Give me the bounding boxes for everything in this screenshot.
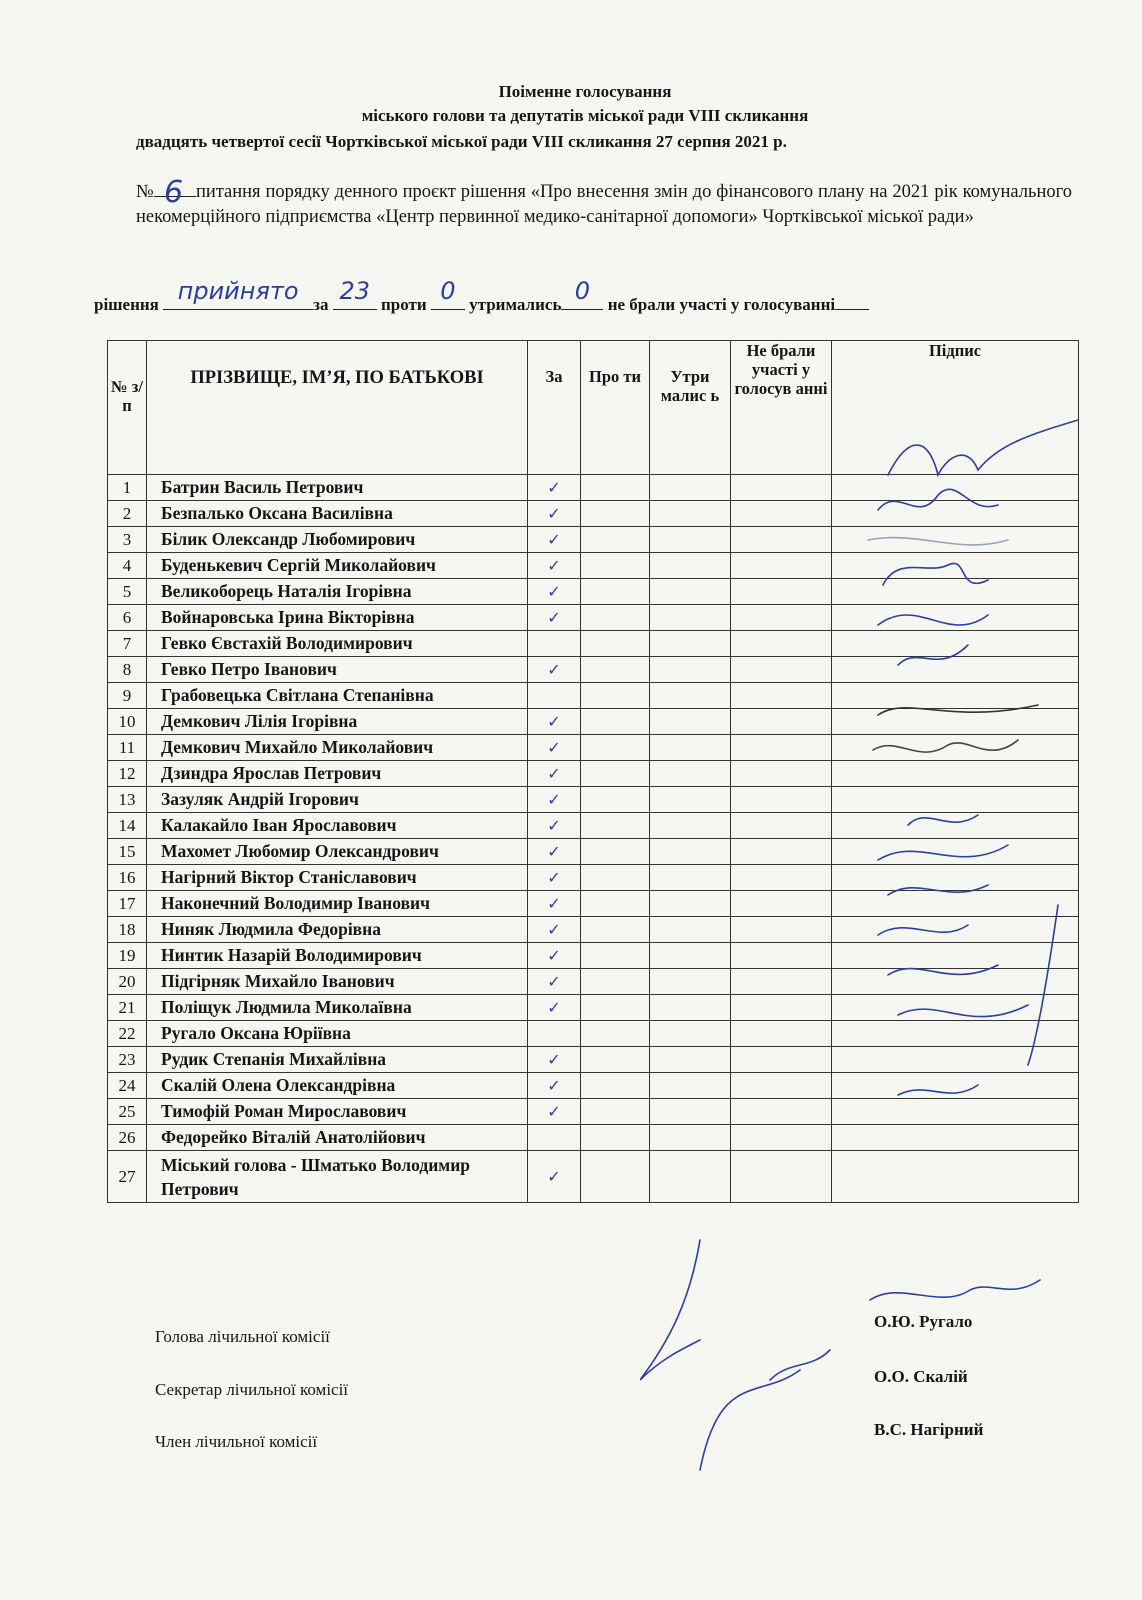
votes-abstained-blank: [561, 277, 603, 310]
row-vote-not-participated: [731, 527, 832, 553]
row-vote-not-participated: [731, 605, 832, 631]
row-number: 9: [108, 683, 147, 709]
row-number: 4: [108, 553, 147, 579]
signature-24: [898, 1085, 978, 1095]
row-vote-not-participated: [731, 761, 832, 787]
row-name: Скалій Олена Олександрівна: [147, 1073, 528, 1099]
signature-14: [908, 815, 978, 825]
row-vote-against: [581, 501, 650, 527]
row-vote-not-participated: [731, 735, 832, 761]
checkmark-icon: ✓: [547, 971, 561, 991]
signature-6: [878, 615, 988, 625]
row-vote-for: [528, 943, 581, 969]
row-name: Гевко Петро Іванович: [147, 657, 528, 683]
row-vote-abstained: [650, 657, 731, 683]
row-vote-not-participated: [731, 1125, 832, 1151]
row-vote-against: [581, 969, 650, 995]
commission-chair-label: Голова лічильної комісії: [155, 1327, 330, 1346]
row-vote-not-participated: [731, 1099, 832, 1125]
row-number: 10: [108, 709, 147, 735]
row-name: Демкович Михайло Миколайович: [147, 735, 528, 761]
row-vote-not-participated: [731, 813, 832, 839]
checkmark-icon: ✓: [547, 919, 561, 939]
row-vote-abstained: [650, 1047, 731, 1073]
row-vote-abstained: [650, 735, 731, 761]
row-vote-against: [581, 1021, 650, 1047]
votes-for-blank: [333, 277, 377, 310]
row-vote-for: [528, 917, 581, 943]
row-vote-not-participated: [731, 475, 832, 501]
row-number: 19: [108, 943, 147, 969]
row-vote-for: [528, 735, 581, 761]
checkmark-icon: ✓: [547, 815, 561, 835]
row-name: Гевко Євстахій Володимирович: [147, 631, 528, 657]
row-vote-not-participated: [731, 1151, 832, 1203]
checkmark-icon: ✓: [547, 555, 561, 575]
row-vote-against: [581, 1151, 650, 1203]
row-vote-abstained: [650, 475, 731, 501]
row-vote-against: [581, 1047, 650, 1073]
signature-11: [873, 740, 1018, 752]
col-number: № з/п: [108, 341, 147, 475]
row-vote-not-participated: [731, 579, 832, 605]
votes-abstained-handwritten: 0: [574, 277, 591, 305]
votes-against-blank: [431, 277, 465, 310]
row-name: Демкович Лілія Ігорівна: [147, 709, 528, 735]
decision-line: рішення прийнято за 23 проти 0 утримались 0 не брали участі у голосуванні: [94, 291, 1074, 315]
checkmark-icon: ✓: [547, 503, 561, 523]
row-vote-for: [528, 761, 581, 787]
checkmark-icon: ✓: [547, 1075, 561, 1095]
row-vote-abstained: [650, 995, 731, 1021]
row-vote-against: [581, 995, 650, 1021]
checkmark-icon: ✓: [547, 659, 561, 679]
row-vote-not-participated: [731, 683, 832, 709]
row-number: 27: [108, 1151, 147, 1203]
signature-20: [888, 965, 998, 975]
col-name: ПРІЗВИЩЕ, ІМ’Я, ПО БАТЬКОВІ: [147, 341, 528, 475]
row-vote-not-participated: [731, 943, 832, 969]
commission-member-label: Член лічильної комісії: [155, 1432, 318, 1451]
checkmark-icon: ✓: [547, 893, 561, 913]
row-vote-for: [528, 787, 581, 813]
row-vote-against: [581, 605, 650, 631]
row-vote-not-participated: [731, 839, 832, 865]
question-text: питання порядку денного проєкт рішення «Про внесення змін до фінансового плану на 2021 рік комунального некомерційного підприємства «Центр первинної медико-санітарної допомоги» Чортківської міської ради»: [136, 182, 1072, 227]
checkmark-icon: ✓: [547, 607, 561, 627]
decision-result-blank: [163, 277, 313, 310]
row-name: Дзиндра Ярослав Петрович: [147, 761, 528, 787]
secretary-signature: [700, 1370, 800, 1470]
commission-chair-name: О.Ю. Ругало: [874, 1312, 973, 1331]
row-vote-not-participated: [731, 891, 832, 917]
row-number: 23: [108, 1047, 147, 1073]
row-vote-against: [581, 735, 650, 761]
row-vote-abstained: [650, 761, 731, 787]
row-name: Рудик Степанія Михайлівна: [147, 1047, 528, 1073]
row-vote-for: [528, 1125, 581, 1151]
checkmark-icon: ✓: [547, 867, 561, 887]
row-number: 20: [108, 969, 147, 995]
row-vote-abstained: [650, 943, 731, 969]
rugalo-signature: [870, 1280, 1040, 1300]
row-name: Махомет Любомир Олександрович: [147, 839, 528, 865]
row-number: 11: [108, 735, 147, 761]
checkmark-icon: ✓: [547, 711, 561, 731]
row-number: 6: [108, 605, 147, 631]
row-number: 21: [108, 995, 147, 1021]
row-vote-abstained: [650, 683, 731, 709]
chair-signature: [640, 1240, 700, 1380]
row-vote-abstained: [650, 527, 731, 553]
commission-secretary-label: Секретар лічильної комісії: [155, 1380, 349, 1399]
signature-2: [878, 489, 998, 510]
checkmark-icon: ✓: [547, 1166, 561, 1186]
row-vote-for: [528, 969, 581, 995]
signature-5: [883, 563, 988, 585]
row-number: 17: [108, 891, 147, 917]
row-vote-for: [528, 813, 581, 839]
commission-signatures: [640, 1220, 1060, 1480]
checkmark-icon: ✓: [547, 841, 561, 861]
row-number: 13: [108, 787, 147, 813]
row-number: 12: [108, 761, 147, 787]
row-vote-against: [581, 527, 650, 553]
checkmark-icon: ✓: [547, 737, 561, 757]
checkmark-icon: ✓: [547, 581, 561, 601]
number-sign: №: [136, 182, 154, 202]
row-vote-for: [528, 709, 581, 735]
row-vote-not-participated: [731, 1021, 832, 1047]
row-number: 5: [108, 579, 147, 605]
row-vote-abstained: [650, 579, 731, 605]
row-vote-against: [581, 475, 650, 501]
row-vote-abstained: [650, 813, 731, 839]
row-vote-against: [581, 761, 650, 787]
signature-15: [878, 845, 1008, 860]
row-vote-for: [528, 657, 581, 683]
row-name: Калакайло Іван Ярославович: [147, 813, 528, 839]
row-vote-for: [528, 527, 581, 553]
row-number: 14: [108, 813, 147, 839]
checkmark-icon: ✓: [547, 529, 561, 549]
row-vote-abstained: [650, 1073, 731, 1099]
col-abstained: Утри малис ь: [650, 341, 731, 475]
row-vote-for: [528, 683, 581, 709]
question-number-blank: [154, 175, 196, 210]
row-name: Грабовецька Світлана Степанівна: [147, 683, 528, 709]
row-vote-against: [581, 943, 650, 969]
row-name: Поліщук Людмила Миколаївна: [147, 995, 528, 1021]
row-vote-for: [528, 1047, 581, 1073]
row-vote-not-participated: [731, 501, 832, 527]
row-vote-against: [581, 891, 650, 917]
checkmark-icon: ✓: [547, 997, 561, 1017]
row-name: Федорейко Віталій Анатолійович: [147, 1125, 528, 1151]
row-vote-not-participated: [731, 917, 832, 943]
row-number: 24: [108, 1073, 147, 1099]
commission-secretary-name: О.О. Скалій: [874, 1367, 968, 1386]
row-name: Зазуляк Андрій Ігорович: [147, 787, 528, 813]
col-signature: Підпис: [832, 341, 1079, 475]
row-vote-for: [528, 839, 581, 865]
row-vote-abstained: [650, 631, 731, 657]
row-name: Безпалько Оксана Василівна: [147, 501, 528, 527]
row-name: Буденькевич Сергій Миколайович: [147, 553, 528, 579]
row-vote-abstained: [650, 787, 731, 813]
row-name: Підгірняк Михайло Іванович: [147, 969, 528, 995]
row-vote-against: [581, 709, 650, 735]
row-vote-not-participated: [731, 865, 832, 891]
row-number: 7: [108, 631, 147, 657]
row-number: 2: [108, 501, 147, 527]
row-vote-for: [528, 475, 581, 501]
commission-member-name: В.С. Нагірний: [874, 1420, 984, 1439]
row-vote-abstained: [650, 1099, 731, 1125]
signature-10: [878, 705, 1038, 715]
agenda-question: [136, 175, 1072, 230]
row-vote-abstained: [650, 891, 731, 917]
row-vote-not-participated: [731, 787, 832, 813]
row-vote-abstained: [650, 553, 731, 579]
checkmark-icon: ✓: [547, 1049, 561, 1069]
row-vote-against: [581, 787, 650, 813]
row-number: 26: [108, 1125, 147, 1151]
row-number: 22: [108, 1021, 147, 1047]
row-vote-abstained: [650, 865, 731, 891]
row-vote-abstained: [650, 839, 731, 865]
row-vote-for: [528, 1021, 581, 1047]
row-vote-for: [528, 1099, 581, 1125]
row-vote-not-participated: [731, 995, 832, 1021]
row-name: Ниняк Людмила Федорівна: [147, 917, 528, 943]
col-not-participated: Не брали участі у голосув анні: [731, 341, 832, 475]
row-name: Тимофій Роман Мирославович: [147, 1099, 528, 1125]
row-vote-against: [581, 553, 650, 579]
row-vote-for: [528, 501, 581, 527]
signature-16: [888, 885, 988, 895]
row-vote-for: [528, 631, 581, 657]
signature-3: [868, 538, 1008, 545]
row-vote-against: [581, 1125, 650, 1151]
row-number: 8: [108, 657, 147, 683]
row-vote-against: [581, 1073, 650, 1099]
decision-result-handwritten: прийнято: [177, 277, 299, 305]
row-vote-not-participated: [731, 1047, 832, 1073]
votes-not-participated-blank: [835, 291, 869, 310]
votes-against-handwritten: 0: [440, 277, 456, 305]
row-vote-against: [581, 865, 650, 891]
doc-subtitle: міського голови та депутатів міської ради VIII скликання: [361, 106, 809, 125]
row-vote-not-participated: [731, 553, 832, 579]
row-signature: [832, 1151, 1079, 1203]
table-row: [108, 1151, 1079, 1203]
deputy-signatures-column: [858, 415, 1088, 1155]
row-vote-against: [581, 1099, 650, 1125]
row-vote-not-participated: [731, 657, 832, 683]
signature-18: [878, 925, 968, 935]
row-vote-against: [581, 683, 650, 709]
row-vote-abstained: [650, 605, 731, 631]
row-vote-for: [528, 891, 581, 917]
row-vote-not-participated: [731, 709, 832, 735]
signature-22: [898, 905, 1058, 1065]
row-number: 18: [108, 917, 147, 943]
row-name: Ругало Оксана Юріївна: [147, 1021, 528, 1047]
checkmark-icon: ✓: [547, 477, 561, 497]
doc-title: Поіменне голосування: [498, 82, 672, 101]
signature-1: [888, 420, 1078, 475]
row-vote-for: [528, 579, 581, 605]
row-vote-not-participated: [731, 631, 832, 657]
row-vote-against: [581, 813, 650, 839]
row-vote-against: [581, 657, 650, 683]
col-against: Про ти: [581, 341, 650, 475]
checkmark-icon: ✓: [547, 789, 561, 809]
row-vote-for: [528, 865, 581, 891]
doc-session: двадцять четвертої сесії Чортківської міської ради VIII скликання 27 серпня 2021 р.: [136, 132, 787, 151]
row-vote-against: [581, 579, 650, 605]
row-name: Білик Олександр Любомирович: [147, 527, 528, 553]
checkmark-icon: ✓: [547, 1101, 561, 1121]
row-name: Великоборець Наталія Ігорівна: [147, 579, 528, 605]
row-vote-abstained: [650, 969, 731, 995]
votes-for-handwritten: 23: [339, 277, 370, 305]
row-vote-abstained: [650, 917, 731, 943]
row-name: Нинтик Назарій Володимирович: [147, 943, 528, 969]
row-number: 15: [108, 839, 147, 865]
row-name: Батрин Василь Петрович: [147, 475, 528, 501]
col-for: За: [528, 341, 581, 475]
row-vote-for: [528, 995, 581, 1021]
checkmark-icon: ✓: [547, 763, 561, 783]
row-vote-for: [528, 553, 581, 579]
row-number: 16: [108, 865, 147, 891]
row-name: Міський голова - Шматько Володимир Петрович: [147, 1151, 528, 1203]
row-vote-abstained: [650, 709, 731, 735]
row-name: Наконечний Володимир Іванович: [147, 891, 528, 917]
row-vote-against: [581, 917, 650, 943]
member-signature: [770, 1350, 830, 1380]
row-number: 25: [108, 1099, 147, 1125]
row-vote-for: [528, 1151, 581, 1203]
checkmark-icon: ✓: [547, 945, 561, 965]
row-vote-against: [581, 839, 650, 865]
row-vote-against: [581, 631, 650, 657]
row-vote-for: [528, 1073, 581, 1099]
row-name: Нагірний Віктор Станіславович: [147, 865, 528, 891]
row-number: 1: [108, 475, 147, 501]
row-vote-abstained: [650, 1125, 731, 1151]
row-vote-not-participated: [731, 1073, 832, 1099]
row-vote-abstained: [650, 1021, 731, 1047]
row-vote-abstained: [650, 501, 731, 527]
row-number: 3: [108, 527, 147, 553]
row-vote-not-participated: [731, 969, 832, 995]
signature-8: [898, 645, 968, 665]
question-number-handwritten: 6: [163, 175, 184, 210]
row-vote-abstained: [650, 1151, 731, 1203]
row-name: Войнаровська Ірина Вікторівна: [147, 605, 528, 631]
row-vote-for: [528, 605, 581, 631]
